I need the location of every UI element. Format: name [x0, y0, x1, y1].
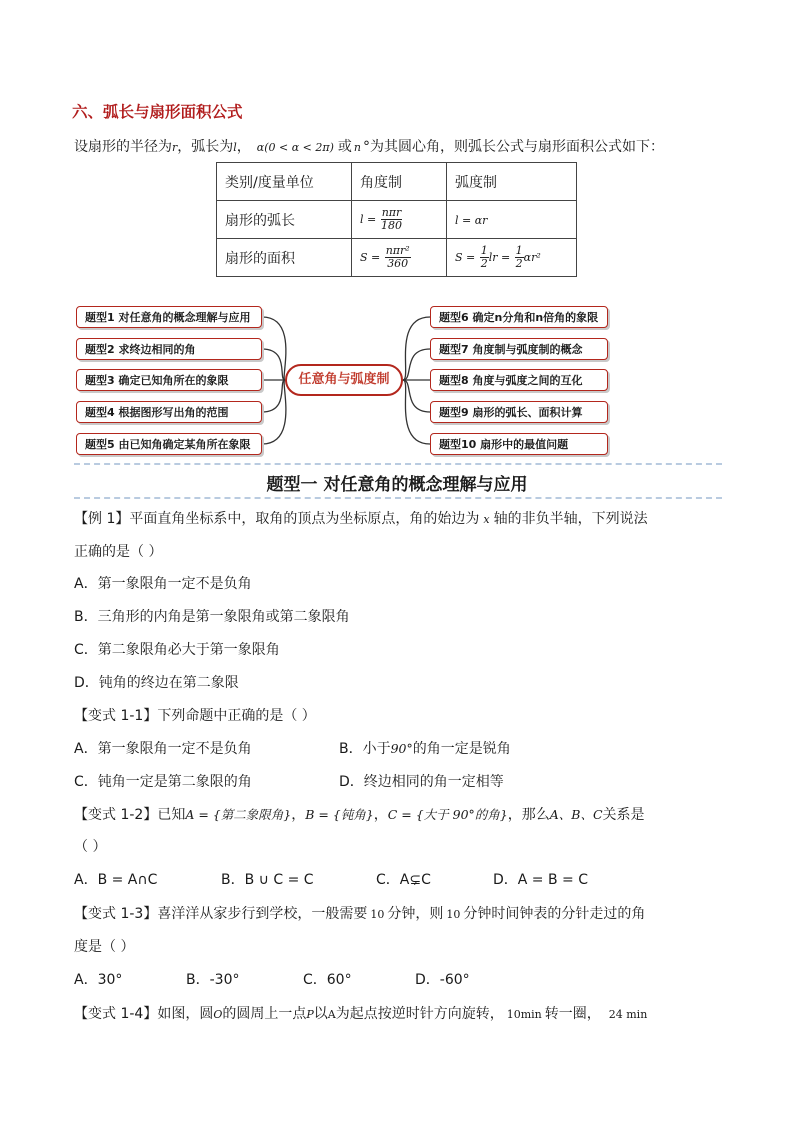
time-value: 24 min [608, 1008, 648, 1021]
variant-text: 喜洋洋从家步行到学校，一般需要 [157, 906, 368, 922]
formula-lhs: l = [360, 213, 377, 227]
question-type-heading: 题型一 对任意角的概念理解与应用 [266, 475, 528, 495]
point-a: A [327, 1008, 336, 1021]
connector-line [403, 380, 430, 412]
intro-text-3: ， [236, 139, 251, 155]
minutes-value: 10 [370, 908, 385, 921]
connector-line [262, 349, 285, 380]
mindmap-topic-9: 题型9 扇形的弧长、面积计算 [430, 401, 608, 423]
mindmap-connectors [0, 0, 794, 470]
x-symbol: x [483, 513, 490, 526]
example1-stem-line1 [74, 508, 648, 528]
variant-tag: 【变式 1-2】 [74, 807, 158, 823]
intro-text-2: ，弧长为 [177, 139, 234, 155]
alpha-range: α(0 < α < 2π) [256, 141, 334, 154]
example1-stem-line2: 正确的是（ ） [74, 544, 163, 560]
denominator: 2 [515, 257, 523, 270]
variant-text: 下列命题中正确的是（ ） [157, 708, 316, 724]
arc-length-symbol: l [233, 141, 237, 154]
table-header-cell: 角度制 [352, 163, 447, 201]
connector-line [262, 380, 285, 412]
connector-line [403, 349, 430, 380]
numerator: nπr² [385, 244, 410, 258]
variant-tag: 【变式 1-1】 [74, 708, 158, 724]
option-a: A．第一象限角一定不是负角 [74, 741, 252, 757]
option-d: D．终边相同的角一定相等 [339, 774, 504, 790]
option-math: 90° [390, 741, 413, 756]
radius-symbol: r [172, 141, 178, 154]
point-p: P [306, 1008, 314, 1021]
connector-line [403, 317, 430, 380]
mindmap-topic-3: 题型3 确定已知角所在的象限 [76, 369, 262, 391]
set-a: A = {第二象限角} [185, 807, 292, 822]
option-b: B．B ∪ C = C [221, 872, 314, 888]
formula-lhs: S = [455, 251, 476, 265]
circle-o: O [213, 1008, 223, 1021]
option-d: D．-60° [415, 972, 470, 988]
option-b [339, 738, 511, 758]
variant-text: 已知 [157, 807, 186, 823]
variant-text: 分钟时间钟表的分针走过的角 [463, 906, 646, 922]
denominator: 180 [380, 219, 402, 232]
variant-tag: 【变式 1-3】 [74, 906, 158, 922]
option-a: A．第一象限角一定不是负角 [74, 576, 252, 592]
mindmap-topic-1: 题型1 对任意角的概念理解与应用 [76, 306, 262, 328]
section-title: 六、弧长与扇形面积公式 [72, 103, 243, 121]
variant-text: 的圆周上一点 [222, 1006, 307, 1022]
option-a: A．30° [74, 972, 123, 988]
separator: ， [373, 807, 388, 823]
option-text: B．小于 [339, 741, 391, 757]
option-c: C．钝角一定是第二象限的角 [74, 774, 252, 790]
mindmap-topic-5: 题型5 由已知角确定某角所在象限 [76, 433, 262, 455]
variant-1-1-stem [74, 705, 316, 725]
variant-text: 关系是 [602, 807, 645, 823]
option-b: B．三角形的内角是第一象限角或第二象限角 [74, 609, 350, 625]
answer-parentheses: （ ） [74, 839, 107, 855]
variant-1-3-stem-line2: 度是（ ） [74, 939, 135, 955]
numerator: 1 [480, 244, 488, 258]
variant-text: 为起点按逆时针方向旋转， [335, 1006, 504, 1022]
option-c: C．60° [303, 972, 352, 988]
row-label: 扇形的弧长 [217, 201, 352, 239]
intro-text-1: 设扇形的半径为 [74, 139, 172, 155]
option-a: A．B = A∩C [74, 872, 158, 888]
denominator: 360 [387, 257, 409, 270]
option-text: 的角一定是锐角 [412, 741, 511, 757]
variant-text: ，那么 [507, 807, 550, 823]
table-header-cell: 类别/度量单位 [217, 163, 352, 201]
mindmap-topic-7: 题型7 角度制与弧度制的概念 [430, 338, 608, 360]
intro-text-4: 或 [337, 139, 352, 155]
mindmap-topic-8: 题型8 角度与弧度之间的互化 [430, 369, 608, 391]
option-d: D．钝角的终边在第二象限 [74, 675, 239, 691]
mindmap-topic-10: 题型10 扇形中的最值问题 [430, 433, 608, 455]
set-c: C = {大于 90°的角} [387, 807, 508, 822]
variant-1-3-stem [74, 903, 645, 923]
example1-text: 轴的非负半轴，下列说法 [493, 511, 648, 527]
variant-text: 如图，圆 [157, 1006, 214, 1022]
denominator: 2 [480, 257, 488, 270]
dashed-divider-bottom [74, 497, 722, 499]
intro-text-5: °为其圆心角，则弧长公式与扇形面积公式如下： [362, 139, 664, 155]
variant-text: 分钟，则 [387, 906, 444, 922]
table-header-cell: 弧度制 [447, 163, 577, 201]
option-b: B．-30° [186, 972, 240, 988]
formula-lhs: S = [360, 251, 381, 265]
variant-1-4-stem [74, 1003, 647, 1023]
n-symbol: n [353, 141, 361, 154]
numerator: 1 [515, 244, 523, 258]
separator: ， [291, 807, 306, 823]
variant-text: 以 [313, 1006, 328, 1022]
numerator: nπr [381, 206, 402, 220]
option-d: D．A = B = C [493, 872, 588, 888]
formula-end: αr² [523, 251, 541, 265]
formula-text: l = αr [455, 213, 488, 227]
mindmap-center: 任意角与弧度制 [285, 364, 403, 396]
example1-text: 平面直角坐标系中，取角的顶点为坐标原点，角的始边为 [129, 511, 480, 527]
mindmap-topic-2: 题型2 求终边相同的角 [76, 338, 262, 360]
variant-1-2-stem [74, 804, 645, 824]
mindmap-topic-6: 题型6 确定n分角和n倍角的象限 [430, 306, 608, 328]
variant-text: 转一圈， [544, 1006, 601, 1022]
set-names: A、B、C [549, 807, 603, 822]
example1-tag: 【例 1】 [74, 511, 130, 527]
minutes-value: 10 [446, 908, 461, 921]
formula-middle: lr = [488, 251, 511, 265]
row-label: 扇形的面积 [217, 239, 352, 277]
dashed-divider-top [74, 463, 722, 465]
option-c: C．A⊊C [376, 872, 431, 888]
variant-tag: 【变式 1-4】 [74, 1006, 158, 1022]
mindmap-topic-4: 题型4 根据图形写出角的范围 [76, 401, 262, 423]
option-c: C．第二象限角必大于第一象限角 [74, 642, 280, 658]
time-value: 10min [506, 1008, 542, 1021]
set-b: B = {钝角} [305, 807, 374, 822]
